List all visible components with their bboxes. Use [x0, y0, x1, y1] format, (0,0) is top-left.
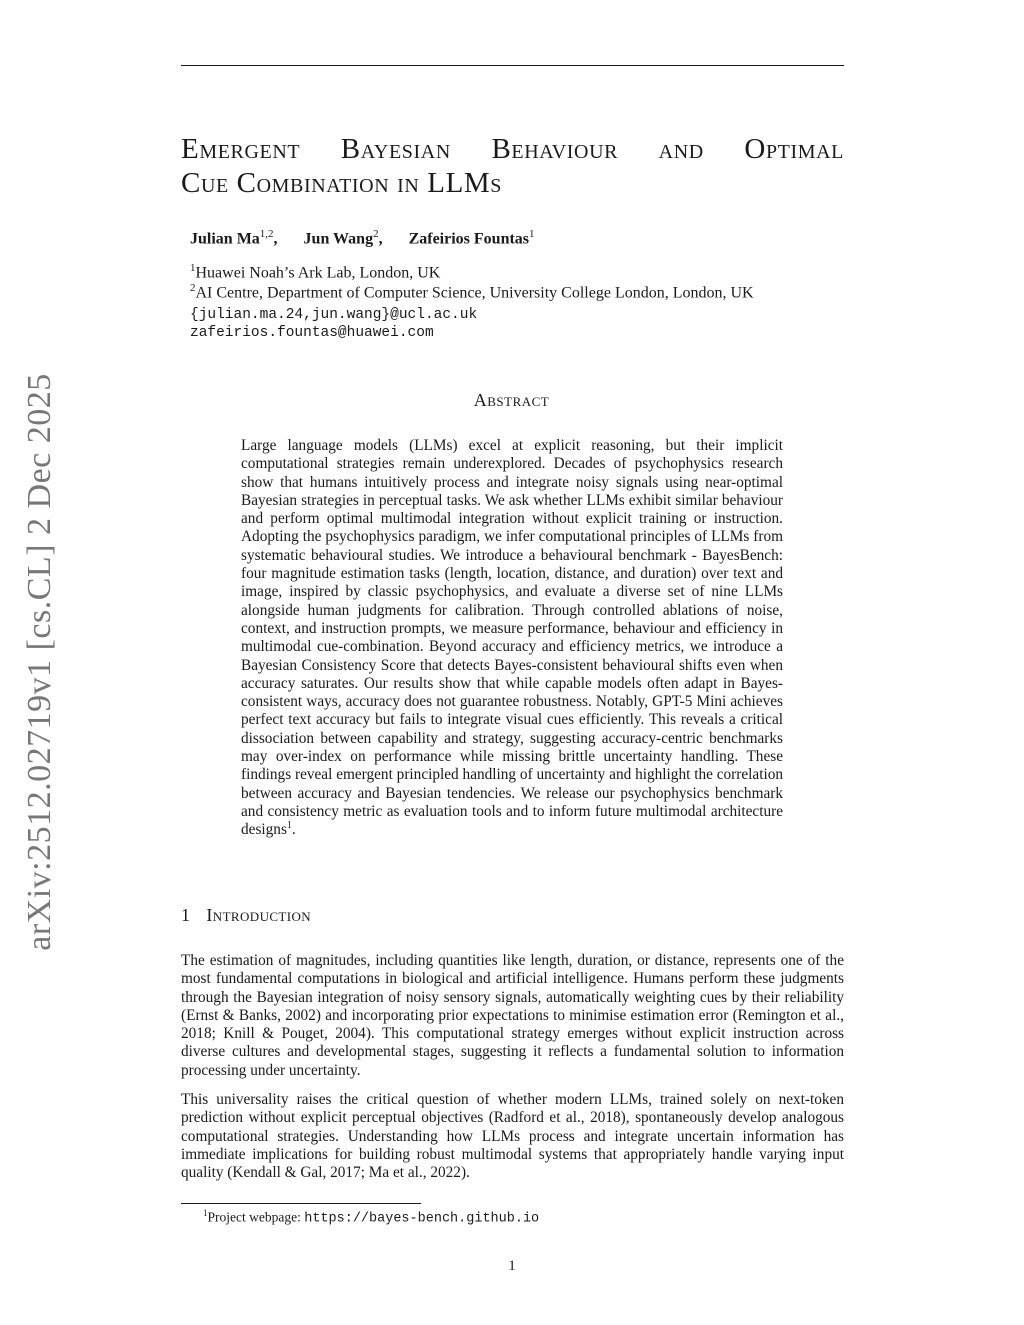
footnote-mark[interactable]: 1 — [286, 820, 292, 832]
title-word: Emergent — [181, 133, 301, 165]
footnote-number: 1 — [203, 1208, 208, 1218]
intro-paragraph: The estimation of magnitudes, including quantities like length, duration, or distance, represents one of the most fundamental computations in biological and artificial intelligence. Humans perform these judgments through the Bayesian integration of noisy sensory signals, automatically weighting cues by their reliability (Ernst & Banks, 2002) and incorporating prior expectations to minimise estimation error (Remington et al., 2018; Knill & Pouget, 2004). This computational strategy emerges without explicit instruction across diverse cultures and developmental stages, suggesting it reflects a fundamental solution to information processing under uncertainty. — [181, 952, 844, 1079]
section-number: 1 — [181, 905, 191, 925]
title-word: Behaviour — [491, 133, 619, 165]
abstract-text: Large language models (LLMs) excel at explicit reasoning, but their implicit computational strategies remain underexplored. Decades of psychophysics research show that humans intuitively process and integrate noisy signals using near-optimal Bayesian strategies in perceptual tasks. We ask whether LLMs exhibit similar behaviour and perform optimal multimodal integration without explicit training or instruction. Adopting the psychophysics paradigm, we infer computational principles of LLMs from systematic behavioural studies. We introduce a behavioural benchmark - BayesBench: four magnitude estimation tasks (length, location, distance, and duration) over text and image, inspired by classic psychophysics, and evaluate a diverse set of nine LLMs alongside human judgments for calibration. Through controlled ablations of noise, context, and instruction prompts, we measure performance, behaviour and efficiency in multimodal cue-combination. Beyond accuracy and efficiency metrics, we introduce a Bayesian Consistency Score that detects Bayes-consistent behavioural shifts even when accuracy saturates. Our results show that while capable models often adapt in Bayes-consistent ways, accuracy does not guarantee robustness. Notably, GPT-5 Mini achieves perfect text accuracy but fails to integrate visual cues efficiently. This reveals a critical dissociation between capability and strategy, suggesting accuracy-centric benchmarks may over-index on performance while missing brittle uncertainty handling. These findings reveal emergent principled handling of uncertainty and highlight the correlation between accuracy and Bayesian tendencies. We release our psychophysics benchmark and consistency metric as evaluation tools and to inform future multimodal architecture designs — [241, 437, 783, 839]
title-line-2: Cue Combination in LLMs — [181, 167, 502, 199]
author-name: Jun Wang — [303, 230, 374, 248]
affiliation: $^2$AI Centre, Department of Computer Science, University College London, London, UK — [190, 282, 754, 302]
email-line[interactable]: zafeirios.fountas@huawei.com — [190, 325, 434, 341]
author-affiliation-mark: 1,2 — [259, 228, 274, 240]
author-list: Julian Ma$^{1,2}$, Jun Wang$^2$, Zafeirios Fountas$^1$ — [190, 228, 535, 248]
abstract-body: Large language models (LLMs) excel at explicit reasoning, but their implicit computational strategies remain underexplored. Decades of psychophysics research show that humans intuitively process and integrate noisy signals using near-optimal Bayesian strategies in perceptual tasks. We ask whether LLMs exhibit similar behaviour and perform optimal multimodal integration without explicit training or instruction. Adopting the psychophysics paradigm, we infer computational principles of LLMs from systematic behavioural studies. We introduce a behavioural benchmark - BayesBench: four magnitude estimation tasks (length, location, distance, and duration) over text and image, inspired by classic psychophysics, and evaluate a diverse set of nine LLMs alongside human judgments for calibration. Through controlled ablations of noise, context, and instruction prompts, we measure performance, behaviour and efficiency in multimodal cue-combination. Beyond accuracy and efficiency metrics, we introduce a Bayesian Consistency Score that detects Bayes-consistent behavioural shifts even when accuracy saturates. Our results show that while capable models often adapt in Bayes-consistent ways, accuracy does not guarantee robustness. Notably, GPT-5 Mini achieves perfect text accuracy but fails to integrate visual cues efficiently. This reveals a critical dissociation between capability and strategy, suggesting accuracy-centric benchmarks may over-index on performance while missing brittle uncertainty handling. These findings reveal emergent principled handling of uncertainty and highlight the correlation between accuracy and Bayesian tendencies. We release our psychophysics benchmark and consistency metric as evaluation tools and to inform future multimodal architecture designs$^1$. — [241, 437, 783, 839]
section-heading — [181, 905, 311, 926]
title-word: Optimal — [744, 133, 844, 165]
author-name: Julian Ma — [190, 230, 260, 248]
intro-paragraph: This universality raises the critical question of whether modern LLMs, trained solely on next-token prediction without explicit perceptual objectives (Radford et al., 2018), spontaneously develop analogous computational strategies. Understanding how LLMs process and integrate uncertain information has immediate implications for building robust multimodal systems that appropriately handle varying input quality (Kendall & Gal, 2017; Ma et al., 2022). — [181, 1091, 844, 1182]
author-affiliation-mark: 2 — [373, 228, 379, 240]
email-line[interactable]: {julian.ma.24,jun.wang}@ucl.ac.uk — [190, 307, 478, 323]
section-title: Introduction — [206, 905, 312, 925]
footnote — [203, 1208, 539, 1227]
top-rule — [181, 65, 844, 66]
footnote-rule — [181, 1203, 421, 1204]
page-number: 1 — [508, 1258, 516, 1274]
title-word: and — [658, 133, 704, 165]
author-affiliation-mark: 1 — [529, 228, 535, 240]
footnote-label: Project webpage: — [207, 1209, 305, 1225]
abstract-heading: Abstract — [473, 390, 550, 410]
affiliation: $^1$Huawei Noah’s Ark Lab, London, UK — [190, 262, 441, 282]
arxiv-identifier[interactable]: arXiv:2512.02719v1 [cs.CL] 2 Dec 2025 — [21, 373, 58, 951]
paper-title — [181, 132, 844, 200]
author-name: Zafeirios Fountas — [408, 230, 530, 248]
project-url-link[interactable]: https://bayes-bench.github.io — [304, 1211, 540, 1227]
title-word: Bayesian — [340, 133, 451, 165]
